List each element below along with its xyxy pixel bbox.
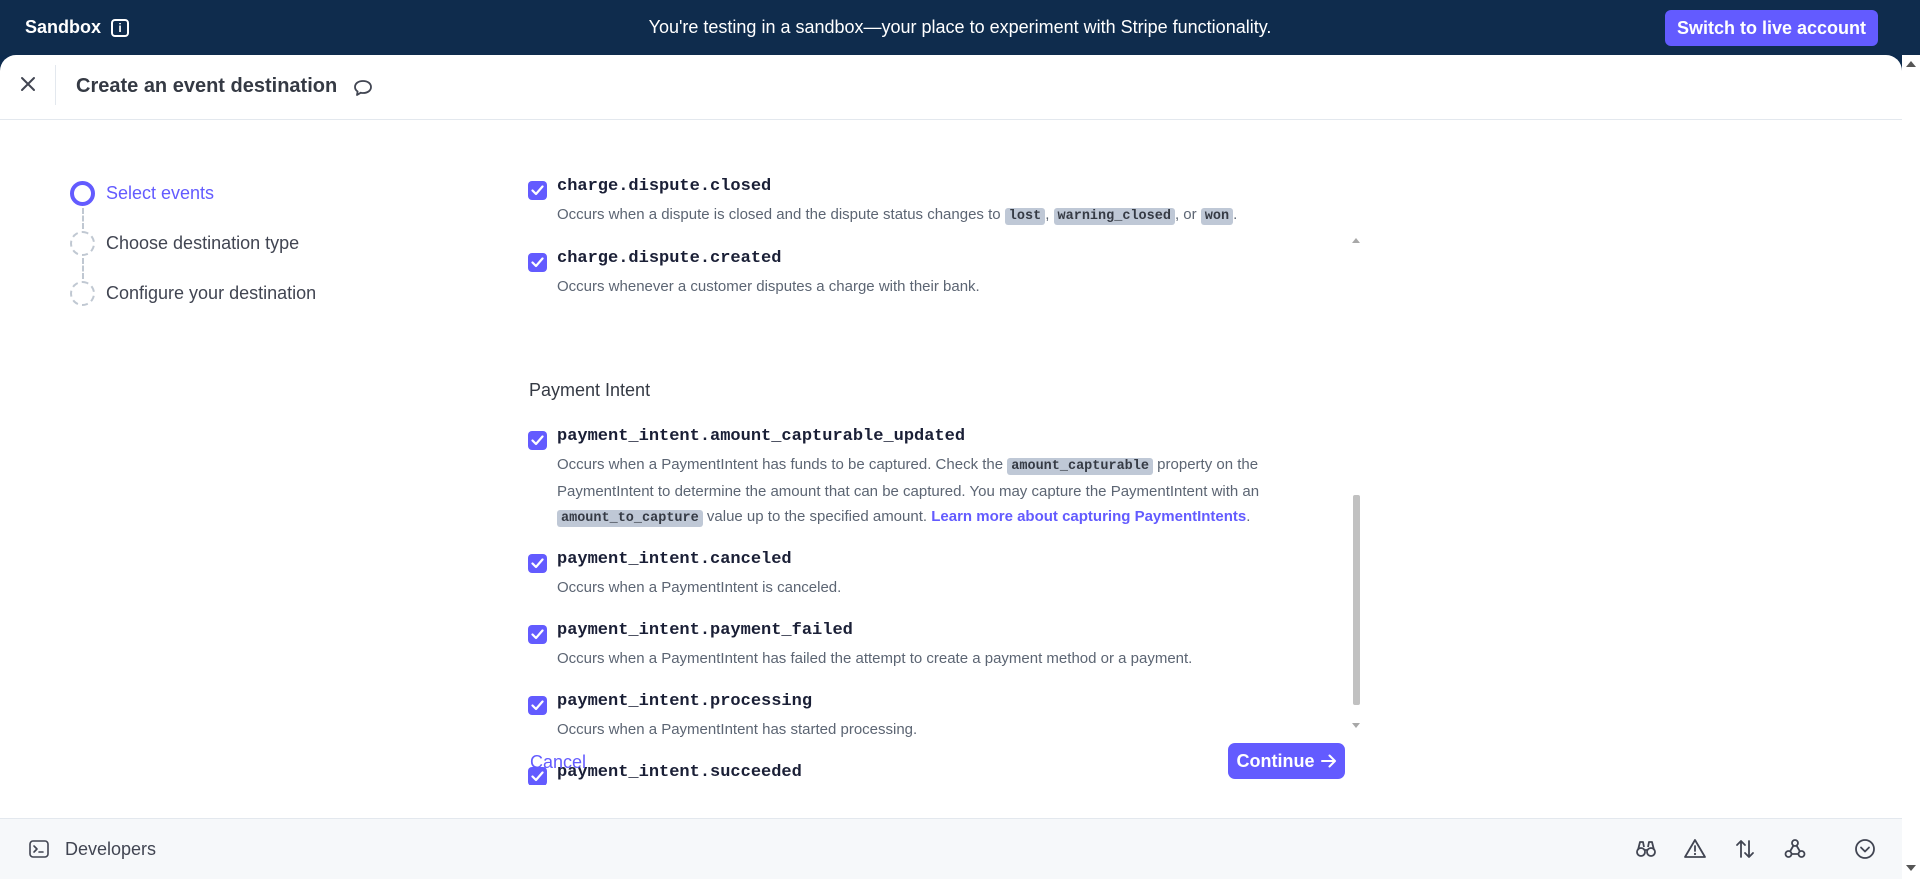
sort-arrows-icon[interactable] (1733, 837, 1757, 861)
event-description (557, 452, 1327, 531)
event-description: Occurs whenever a customer disputes a charge with their bank. (557, 278, 980, 295)
cancel-button[interactable]: Cancel (530, 752, 587, 772)
close-icon[interactable] (17, 73, 39, 95)
webhook-icon[interactable] (1783, 837, 1807, 861)
description-text: , (1045, 206, 1054, 223)
event-checkbox[interactable] (528, 625, 547, 644)
step-pending-indicator (70, 281, 95, 306)
event-checkbox[interactable] (528, 554, 547, 573)
event-name: payment_intent.succeeded (557, 763, 802, 782)
chevron-down-circle-icon[interactable] (1853, 837, 1877, 861)
event-description: Occurs when a PaymentIntent has failed the attempt to create a payment method or a payment. (557, 650, 1193, 667)
event-name: charge.dispute.closed (557, 177, 772, 196)
description-text: Occurs when a dispute is closed and the dispute status changes to (557, 206, 1005, 223)
step-connector (82, 258, 84, 279)
arrow-right-icon (1321, 754, 1337, 768)
info-icon[interactable]: i (111, 19, 129, 37)
chat-bubble-icon[interactable] (353, 79, 373, 97)
event-name: charge.dispute.created (557, 249, 782, 268)
list-scroll-up-arrow[interactable] (1352, 238, 1360, 243)
page-title: Create an event destination (76, 75, 338, 97)
sandbox-message: You're testing in a sandbox—your place to experiment with Stripe functionality. (648, 17, 1272, 37)
step-label: Choose destination type (106, 233, 300, 253)
event-item-charge-dispute-created (528, 249, 1338, 301)
event-checkbox[interactable] (528, 696, 547, 715)
progress-stepper (70, 181, 316, 331)
terminal-icon[interactable] (29, 840, 49, 858)
event-checkbox[interactable] (528, 431, 547, 450)
description-text: . (1233, 206, 1238, 223)
step-label: Select events (106, 183, 215, 203)
description-text: value up to the specified amount. (702, 508, 932, 525)
step-active-indicator (70, 181, 95, 206)
step-pending-indicator (70, 231, 95, 256)
section-heading-payment-intent: Payment Intent (529, 380, 651, 400)
description-text: . (1246, 508, 1251, 525)
page-scrollbar[interactable] (1902, 55, 1920, 879)
description-text: property on the PaymentIntent to determine the amount that can be captured. You may capture the PaymentIntent with an (557, 456, 1260, 500)
event-item-amount-capturable-updated (528, 427, 1338, 527)
list-scrollbar-thumb[interactable] (1353, 495, 1360, 705)
description-text: Occurs when a PaymentIntent has funds to be captured. Check the (557, 456, 1008, 473)
event-name: payment_intent.canceled (557, 550, 792, 569)
inline-code: warning_closed (1054, 208, 1175, 225)
inline-code: amount_to_capture (557, 510, 703, 527)
step-connector (82, 208, 84, 229)
event-name: payment_intent.payment_failed (557, 621, 853, 640)
continue-button[interactable] (1228, 743, 1345, 779)
event-item-payment-intent-payment-failed (528, 621, 1338, 673)
sandbox-label: Sandbox (25, 17, 102, 37)
event-item-payment-intent-succeeded (528, 763, 1338, 785)
event-name: payment_intent.amount_capturable_updated (557, 427, 966, 446)
event-name: payment_intent.processing (557, 692, 813, 711)
learn-more-link[interactable]: Learn more about capturing PaymentIntents (931, 508, 1247, 525)
step-select-events[interactable] (70, 181, 316, 231)
event-checkbox[interactable] (528, 181, 547, 200)
sandbox-banner (0, 0, 1920, 55)
switch-to-live-button[interactable]: Switch to live account (1665, 10, 1878, 46)
description-text: , or (1174, 206, 1201, 223)
warning-icon[interactable] (1683, 837, 1707, 861)
page-scroll-up-arrow[interactable] (1906, 61, 1916, 67)
inline-code: amount_capturable (1007, 458, 1153, 475)
step-configure-destination (70, 281, 316, 331)
header-divider (55, 65, 56, 105)
list-scroll-down-arrow[interactable] (1352, 723, 1360, 728)
inspect-icon[interactable] (1634, 837, 1658, 861)
sheet-header (0, 55, 1902, 120)
developers-toolbar (0, 818, 1902, 879)
developers-label[interactable]: Developers (65, 839, 157, 859)
step-label: Configure your destination (106, 283, 317, 303)
event-description: Occurs when a PaymentIntent is canceled. (557, 579, 842, 596)
inline-code: lost (1005, 208, 1045, 225)
create-event-destination-sheet (0, 55, 1902, 879)
event-checkbox[interactable] (528, 253, 547, 272)
event-item-payment-intent-canceled (528, 550, 1338, 602)
event-item-charge-dispute-closed (528, 177, 1338, 229)
event-description (557, 202, 1327, 229)
inline-code: won (1201, 208, 1233, 225)
page-scroll-down-arrow[interactable] (1906, 865, 1916, 871)
step-choose-destination-type (70, 231, 316, 281)
event-list[interactable] (528, 177, 1358, 785)
continue-label: Continue (1236, 750, 1315, 771)
event-item-payment-intent-processing (528, 692, 1338, 744)
event-description: Occurs when a PaymentIntent has started processing. (557, 721, 918, 738)
